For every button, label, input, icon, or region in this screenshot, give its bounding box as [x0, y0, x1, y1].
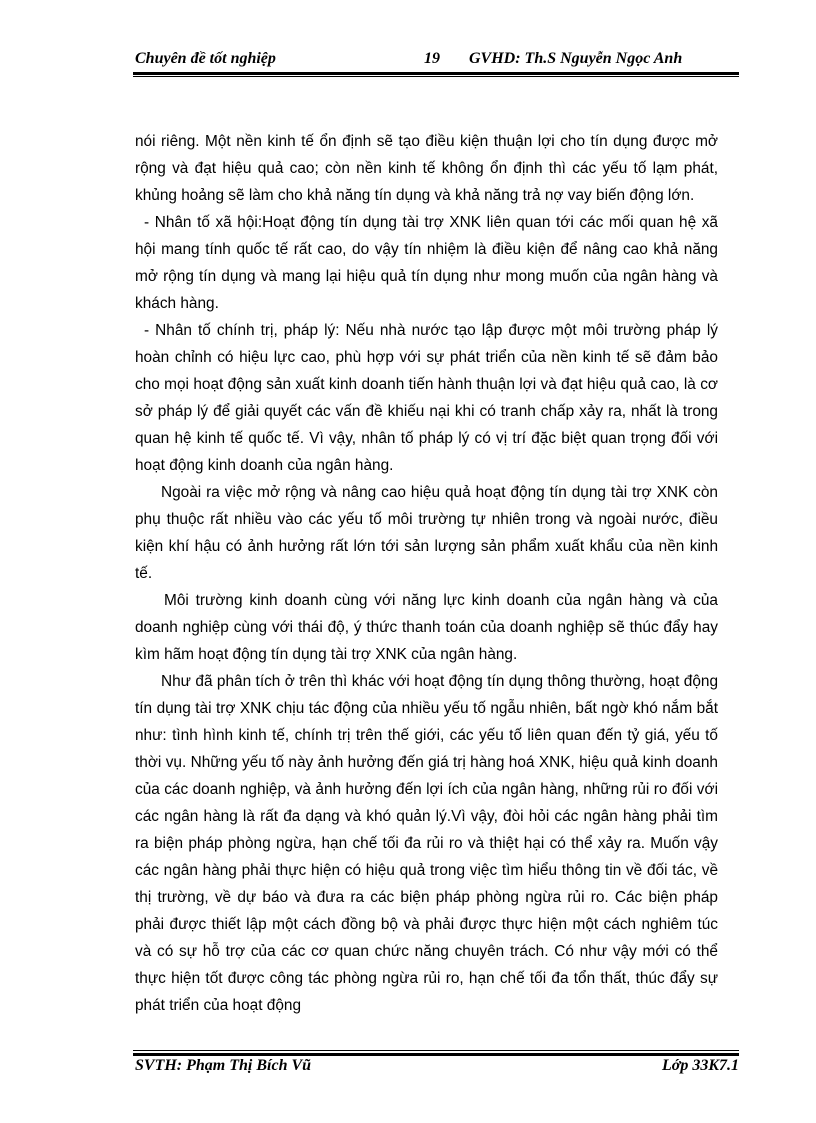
footer-rule-thin: [133, 1050, 739, 1051]
class-label: Lớp 33K7.1: [661, 1057, 739, 1074]
student-name: SVTH: Phạm Thị Bích Vũ: [135, 1057, 312, 1074]
header-rule-thick: [133, 72, 739, 75]
paragraph: Ngoài ra việc mở rộng và nâng cao hiệu quả hoạt động tín dụng tài trợ XNK còn phụ thuộc rất nhiều vào các yếu tố môi trường tự nhiên trong và ngoài nước, điều kiện khí hậu có ảnh hưởng rất lớn tới sản lượng sản phẩm xuất khẩu của nền kinh tế.: [135, 484, 718, 582]
paragraph: Như đã phân tích ở trên thì khác với hoạt động tín dụng thông thường, hoạt động tín dụng tài trợ XNK chịu tác động của nhiều yếu tố ngẫu nhiên, bất ngờ khó nắm bắt như: tình hình kinh tế, chính trị trên thế giới, các yếu tố liên quan đến tỷ giá, yếu tố thời vụ. Những yếu tố này ảnh hưởng đến giá trị hàng hoá XNK, hiệu quả kinh doanh của các doanh nghiệp, và ảnh hưởng đến lợi ích của ngân hàng, những rủi ro đối với các ngân hàng là rất đa dạng và khó quản lý.Vì vậy, đòi hỏi các ngân hàng phải tìm ra biện pháp phòng ngừa, hạn chế tối đa rủi ro và thiệt hại có thể xảy ra. Muốn vậy các ngân hàng phải thực hiện có hiệu quả trong việc tìm hiểu thông tin về đối tác, về thị trường, về dự báo và đưa ra các biện pháp phòng ngừa rủi ro. Các biện pháp phải được thiết lập một cách đồng bộ và phải được thực hiện một cách nghiêm túc và có sự hỗ trợ của các cơ quan chức năng chuyên trách. Có như vậy mới có thể thực hiện tốt được công tác phòng ngừa rủi ro, hạn chế tối đa tổn thất, thúc đẩy sự phát triển của hoạt động: [135, 673, 718, 1014]
paragraph: - Nhân tố chính trị, pháp lý: Nếu nhà nước tạo lập được một môi trường pháp lý hoàn chỉnh có hiệu lực cao, phù hợp với sự phát triển của nền kinh tế sẽ đảm bảo cho mọi hoạt động sản xuất kinh doanh tiến hành thuận lợi và đạt hiệu quả cao, là cơ sở pháp lý để giải quyết các vấn đề khiếu nại khi có tranh chấp xảy ra, nhất là trong quan hệ kinh tế quốc tế. Vì vậy, nhân tố pháp lý có vị trí đặc biệt quan trọng đối với hoạt động kinh doanh của ngân hàng.: [135, 322, 718, 474]
footer-rule-thick: [133, 1053, 739, 1056]
body-text: [135, 128, 718, 1019]
page-number: 19: [424, 50, 440, 67]
paragraph: Môi trường kinh doanh cùng với năng lực kinh doanh của ngân hàng và của doanh nghiệp cùng với thái độ, ý thức thanh toán của doanh nghiệp sẽ thúc đẩy hay kìm hãm hoạt động tín dụng tài trợ XNK của ngân hàng.: [135, 592, 718, 663]
page-footer: [135, 1057, 739, 1081]
paragraph: - Nhân tố xã hội:Hoạt động tín dụng tài trợ XNK liên quan tới các mối quan hệ xã hội mang tính quốc tế rất cao, do vậy tín nhiệm là điều kiện để nâng cao khả năng mở rộng tín dụng và mang lại hiệu quả tín dụng như mong muốn của ngân hàng và khách hàng.: [135, 214, 718, 312]
header-rule-thin: [133, 76, 739, 77]
paragraph: nói riêng. Một nền kinh tế ổn định sẽ tạo điều kiện thuận lợi cho tín dụng được mở rộng và đạt hiệu quả cao; còn nền kinh tế không ổn định thì các yếu tố lạm phát, khủng hoảng sẽ làm cho khả năng tín dụng và khả năng trả nợ vay biến động lớn.: [135, 133, 718, 204]
page-header: [135, 46, 739, 72]
document-title: Chuyên đề tốt nghiệp: [135, 50, 276, 67]
supervisor-label: GVHD: Th.S Nguyễn Ngọc Anh: [469, 50, 683, 67]
